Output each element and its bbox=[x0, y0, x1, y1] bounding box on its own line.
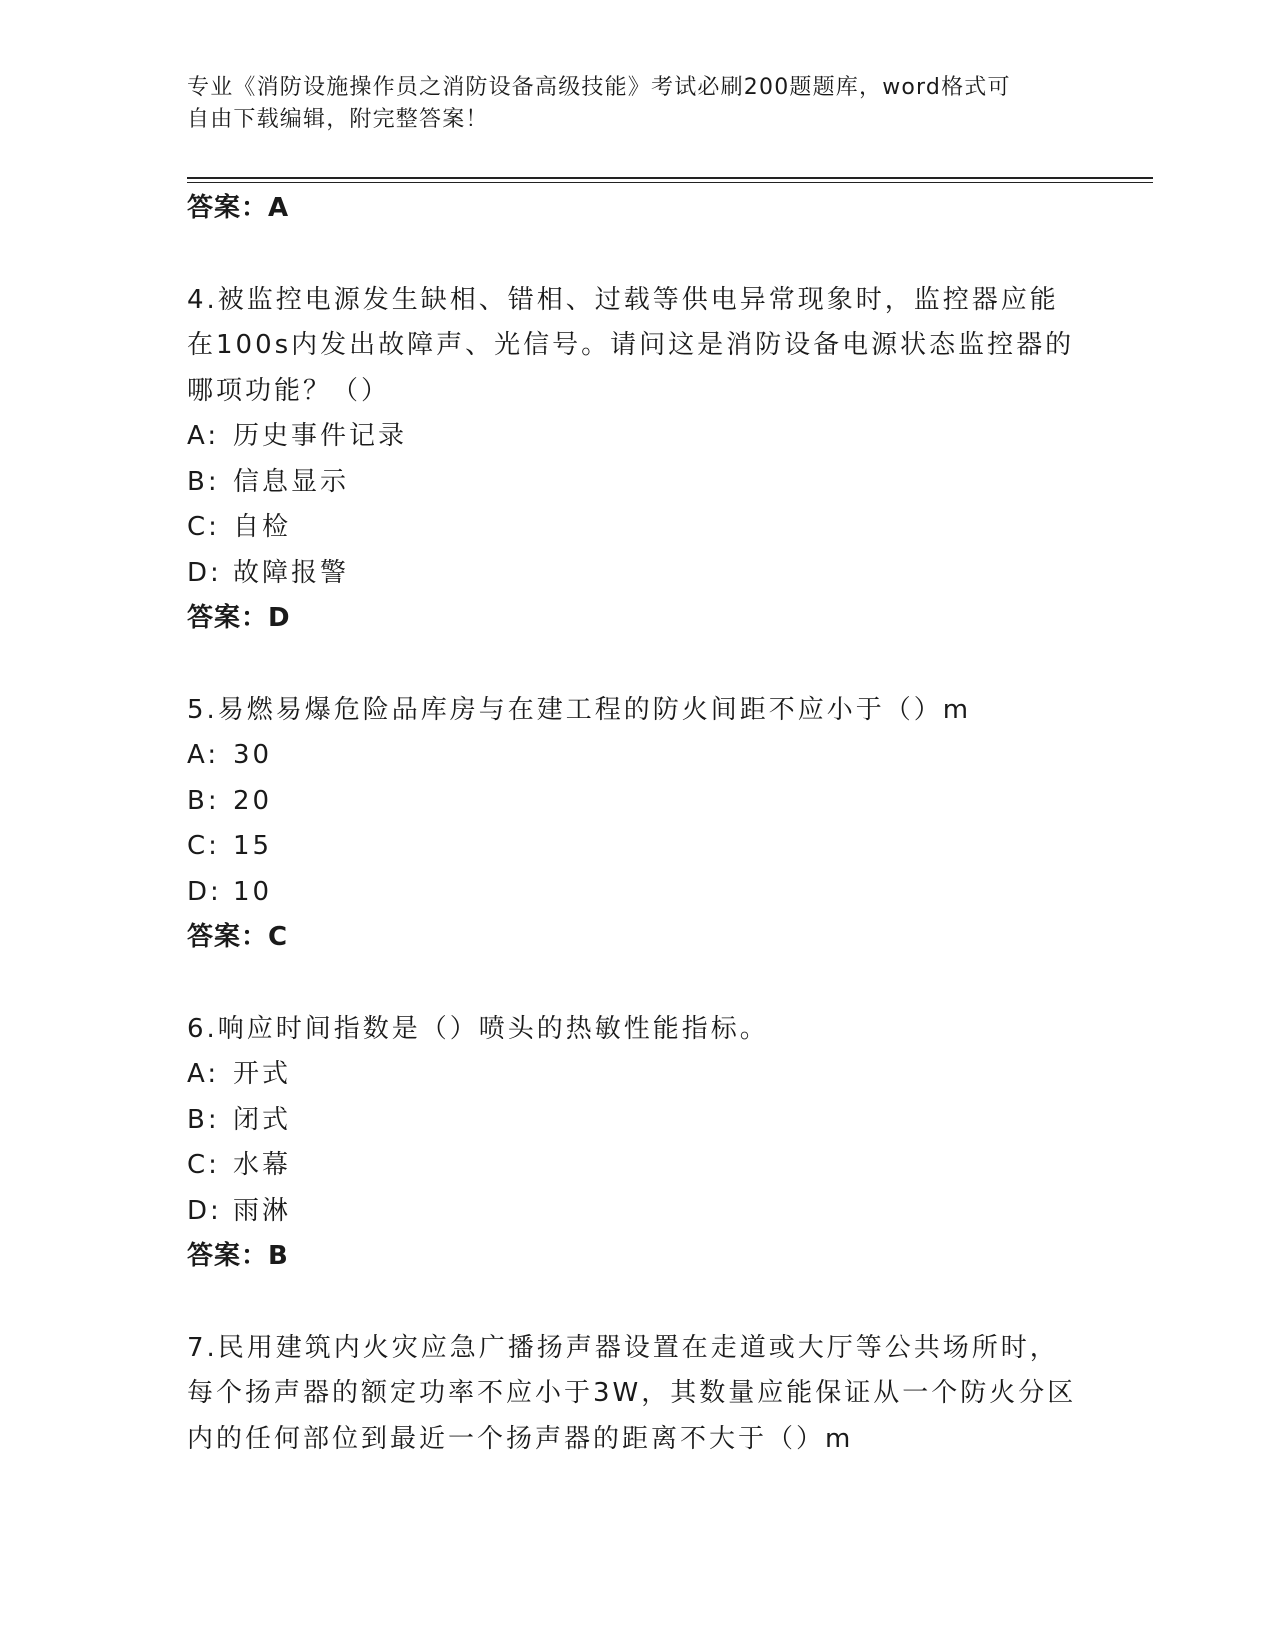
option-key: D: bbox=[187, 1195, 222, 1226]
option-key: D: bbox=[187, 876, 222, 907]
question-6 bbox=[187, 1007, 1087, 1280]
header-rule-thin bbox=[187, 182, 1153, 183]
option-key: A: bbox=[187, 740, 220, 770]
spacer bbox=[187, 1280, 1087, 1326]
option-b bbox=[187, 779, 1087, 825]
option-d bbox=[187, 1189, 1087, 1235]
option-key: A: bbox=[187, 1059, 220, 1089]
question-stem: 5.易燃易爆危险品库房与在建工程的防火间距不应小于（）m bbox=[187, 694, 972, 725]
question-stem: 在100s内发出故障声、光信号。请问这是消防设备电源状态监控器的 bbox=[187, 330, 1075, 360]
option-c bbox=[187, 824, 1087, 870]
option-a bbox=[187, 414, 1087, 460]
option-key: B: bbox=[187, 785, 220, 816]
answer-q3: 答案：A bbox=[187, 193, 290, 223]
option-text: 30 bbox=[233, 740, 273, 770]
answer-q5: 答案：C bbox=[187, 922, 289, 952]
option-d bbox=[187, 870, 1087, 916]
option-text: 自检 bbox=[233, 512, 292, 542]
option-key: D: bbox=[187, 557, 222, 588]
option-text: 15 bbox=[233, 831, 273, 861]
option-text: 闭式 bbox=[233, 1104, 292, 1135]
option-b bbox=[187, 1098, 1087, 1144]
question-stem: 6.响应时间指数是（）喷头的热敏性能指标。 bbox=[187, 1013, 769, 1044]
option-text: 故障报警 bbox=[233, 557, 350, 588]
option-key: C: bbox=[187, 512, 220, 542]
option-key: C: bbox=[187, 1150, 220, 1180]
answer-q6: 答案：B bbox=[187, 1241, 289, 1271]
question-4 bbox=[187, 278, 1087, 642]
option-d bbox=[187, 551, 1087, 597]
question-stem: 7.民用建筑内火灾应急广播扬声器设置在走道或大厅等公共场所时， bbox=[187, 1332, 1059, 1363]
question-list bbox=[187, 186, 1087, 1462]
question-stem: 每个扬声器的额定功率不应小于3W，其数量应能保证从一个防火分区 bbox=[187, 1378, 1077, 1408]
spacer bbox=[187, 961, 1087, 1007]
option-key: B: bbox=[187, 1104, 220, 1135]
question-5 bbox=[187, 688, 1087, 961]
document-header bbox=[187, 72, 1067, 136]
option-text: 开式 bbox=[233, 1059, 292, 1089]
header-rule-thick bbox=[187, 177, 1153, 179]
answer-q4: 答案：D bbox=[187, 603, 291, 633]
option-c bbox=[187, 1143, 1087, 1189]
option-a bbox=[187, 733, 1087, 779]
option-text: 水幕 bbox=[233, 1150, 292, 1180]
header-line-1: 专业《消防设施操作员之消防设备高级技能》考试必刷200题题库，word格式可 bbox=[187, 75, 1011, 100]
option-key: A: bbox=[187, 421, 220, 451]
option-key: C: bbox=[187, 831, 220, 861]
option-c bbox=[187, 505, 1087, 551]
header-line-2: 自由下载编辑，附完整答案！ bbox=[187, 107, 489, 132]
question-stem: 4.被监控电源发生缺相、错相、过载等供电异常现象时，监控器应能 bbox=[187, 284, 1059, 315]
spacer bbox=[187, 232, 1087, 278]
option-a bbox=[187, 1052, 1087, 1098]
question-stem: 内的任何部位到最近一个扬声器的距离不大于（）m bbox=[187, 1423, 854, 1454]
option-text: 20 bbox=[233, 785, 273, 816]
option-text: 雨淋 bbox=[233, 1195, 292, 1226]
question-7 bbox=[187, 1326, 1087, 1463]
spacer bbox=[187, 642, 1087, 688]
option-key: B: bbox=[187, 466, 220, 497]
option-b bbox=[187, 460, 1087, 506]
option-text: 历史事件记录 bbox=[233, 421, 408, 451]
option-text: 信息显示 bbox=[233, 466, 350, 497]
option-text: 10 bbox=[233, 876, 273, 907]
question-stem: 哪项功能？（） bbox=[187, 375, 391, 406]
